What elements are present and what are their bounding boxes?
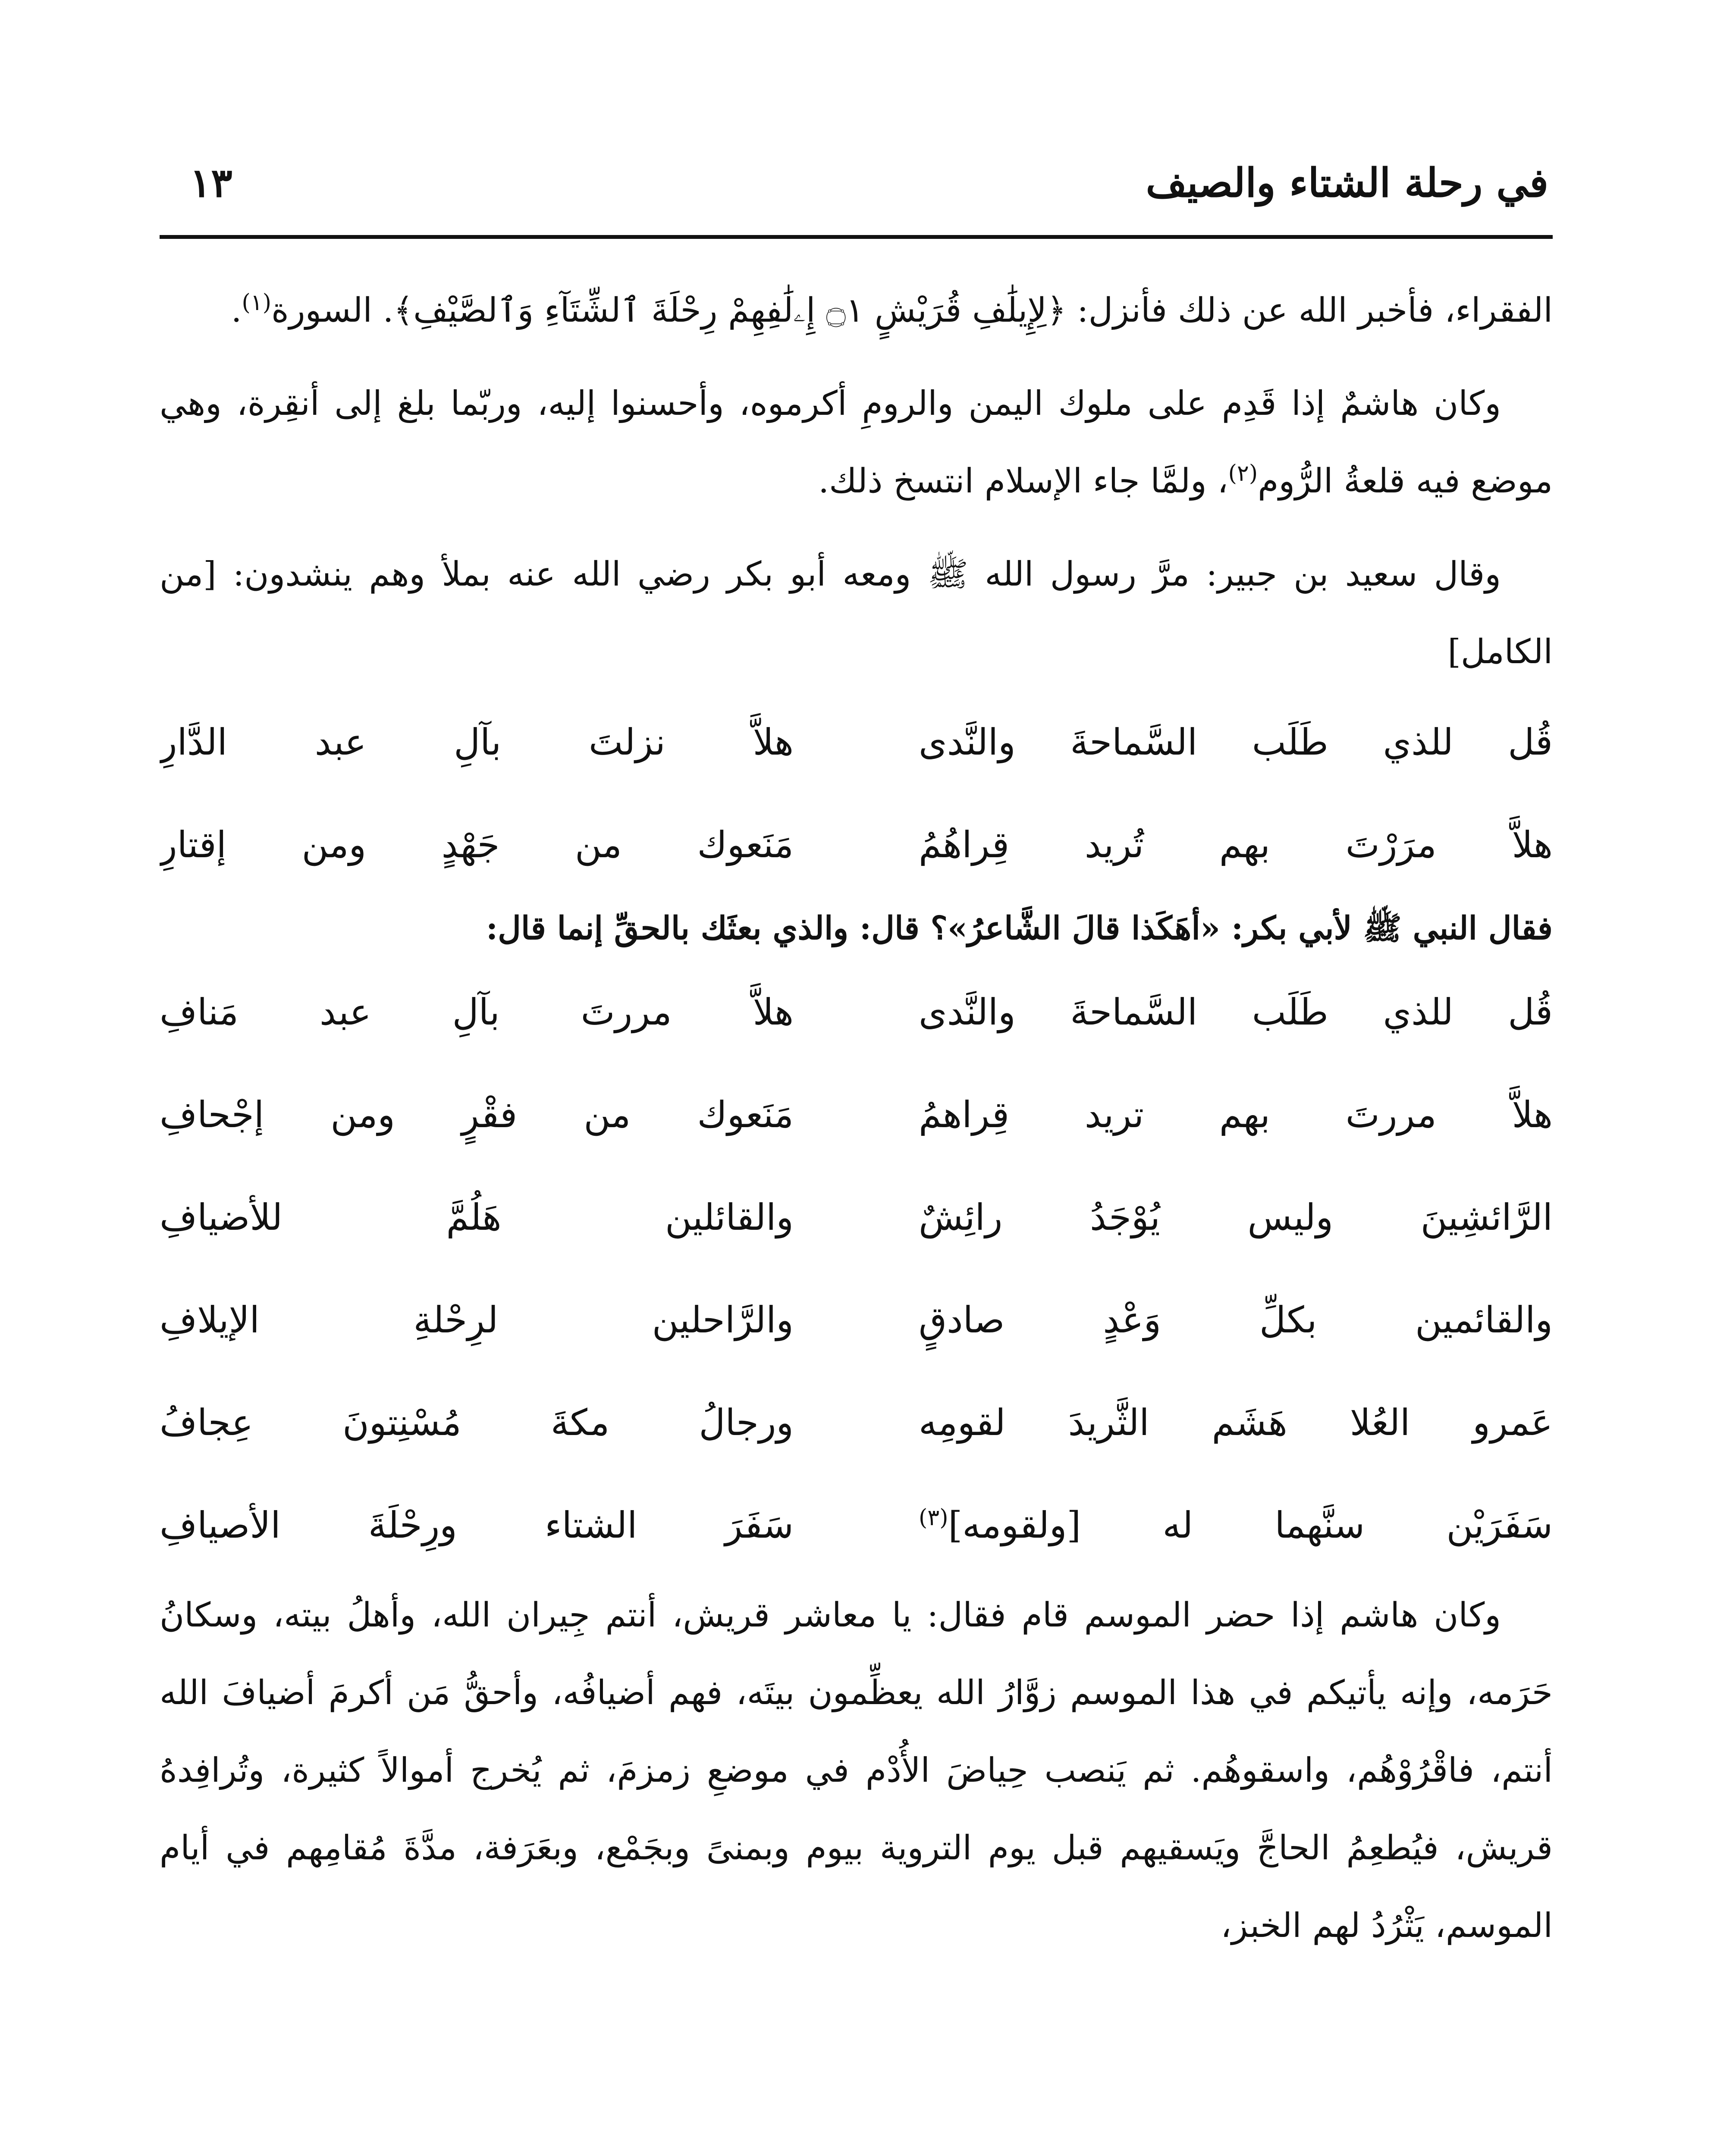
footnote-ref-2[interactable]: (٢): [1228, 461, 1258, 486]
paragraph-2-text-a: وكان هاشمٌ إذا قَدِم على ملوك اليمن والرومِ أكرموه، وأحسنوا إليه، وربّما بلغ إلى أنقِرة، وهي موضع فيه قلعةُ الرُّوم: [160, 384, 1553, 501]
verse-second-hemistich: هلاَّ مررتَ بآلِ عبد مَنافِ: [160, 991, 794, 1033]
verse-second-hemistich: مَنَعوك من جَهْدٍ ومن إقتارِ: [160, 824, 794, 866]
footnote-ref-1[interactable]: (١): [242, 290, 272, 316]
verse-first-hemistich: هلاَّ مرَرْتَ بهم تُريد قِراهُمُ: [919, 824, 1553, 866]
poem-2-verse: [160, 961, 1553, 1063]
verse-second-hemistich: سَفَرَ الشتاء ورِحْلَةَ الأصيافِ: [160, 1504, 794, 1546]
poem-2-verse: [160, 1371, 1553, 1474]
quran-verse: ﴿لِإِيلَٰفِ قُرَيْشٍ ۝١ إِۦلَٰفِهِمْ رِحْلَةَ ٱلشِّتَآءِ وَٱلصَّيْفِ﴾.: [383, 291, 1067, 330]
page-header: [160, 147, 1553, 220]
poem-1-verse: [160, 793, 1553, 896]
running-title: في رحلة الشتاء والصيف: [1146, 160, 1548, 206]
verse-first-hemistich: [919, 1486, 1553, 1564]
verse-second-hemistich: والقائلين هَلُمَّ للأضيافِ: [160, 1196, 794, 1238]
paragraph-1: الفقراء، فأخبر الله عن ذلك فأنزل: ﴿لِإِيلَٰفِ قُرَيْشٍ ۝١ إِۦلَٰفِهِمْ رِحْلَةَ ٱلشِّتَآءِ وَٱلصَّيْفِ﴾. السورة$^{(١)}$.: [231, 290, 1553, 330]
poem-2-verse: [160, 1269, 1553, 1371]
page-body: [160, 272, 1553, 1965]
paragraph-1-end: السورة: [271, 291, 372, 330]
verse-first-hemistich: قُل للذي طَلَب السَّماحةَ والنَّدى: [919, 991, 1553, 1033]
poem-2-verse: [160, 1063, 1553, 1166]
header-rule: [160, 235, 1553, 239]
verse-text: سَفَرَيْن سنَّهما له [ولقومه]: [948, 1504, 1553, 1546]
paragraph-4: وكان هاشم إذا حضر الموسم قام فقال: يا معاشر قريش، أنتم جِيران الله، وأهلُ بيته، وسكانُ حَرَمه، وإنه يأتيكم في هذا الموسم زوَّارُ الله يعظِّمون بيتَه، فهم أضيافُه، وأحقُّ مَن أكرمَ أضيافَ الله أنتم، فاقْرُوْهُم، واسقوهُم. ثم يَنصب حِياضَ الأُدْم في موضعِ زمزمَ، ثم يُخرج أموالاً كثيرة، وتُرافِدهُ قريش، فيُطعِمُ الحاجَّ ويَسقيهم قبل يوم التروية بيوم وبمنىً وبجَمْع، وبعَرَفة، مدَّةَ مُقامِهم في أيام الموسم، يَثْرُدُ لهم الخبز،: [160, 1596, 1553, 1945]
transition-line: فقال النبي ﷺ لأبي بكر: «أهَكَذا قالَ الشَّاعرُ»؟ قال: والذي بعثَك بالحقِّ إنما قال:: [486, 910, 1553, 947]
footnote-ref-3[interactable]: (٣): [919, 1505, 948, 1531]
verse-second-hemistich: ورجالُ مكةَ مُسْنِتونَ عِجافُ: [160, 1401, 794, 1444]
verse-first-hemistich: عَمرو العُلا هَشَم الثَّريدَ لقومِه: [919, 1401, 1553, 1444]
paragraph-3: وقال سعيد بن جبير: مرَّ رسول الله ﷺ ومعه أبو بكر رضي الله عنه بملأ وهم ينشدون: [من الكامل]: [160, 555, 1553, 671]
paragraph-2: [160, 365, 1553, 520]
verse-first-hemistich: الرَّائشِينَ وليس يُوْجَدُ رائِشٌ: [919, 1196, 1553, 1238]
verse-first-hemistich: هلاَّ مررتَ بهم تريد قِراهمُ: [919, 1094, 1553, 1136]
verse-second-hemistich: مَنَعوك من فقْرٍ ومن إجْحافِ: [160, 1094, 794, 1136]
verse-second-hemistich: هلاَّ نزلتَ بآلِ عبد الدَّارِ: [160, 721, 794, 763]
verse-first-hemistich: والقائمين بكلِّ وَعْدٍ صادقٍ: [919, 1299, 1553, 1341]
verse-second-hemistich: والرَّاحلين لرِحْلةِ الإيلافِ: [160, 1299, 794, 1341]
poem-1-verse: [160, 691, 1553, 793]
poem-1: [160, 691, 1553, 896]
page-number: ١٣: [190, 160, 232, 206]
poem-2-verse: [160, 1166, 1553, 1269]
poem-2-verse: [160, 1474, 1553, 1576]
paragraph-2-text-b: ، ولمَّا جاء الإسلام انتسخ ذلك.: [818, 462, 1228, 501]
verse-first-hemistich: قُل للذي طَلَب السَّماحةَ والنَّدى: [919, 721, 1553, 763]
book-page: [160, 147, 1553, 2156]
paragraph-1-text: الفقراء، فأخبر الله عن ذلك فأنزل:: [1066, 291, 1553, 330]
poem-2: [160, 961, 1553, 1576]
